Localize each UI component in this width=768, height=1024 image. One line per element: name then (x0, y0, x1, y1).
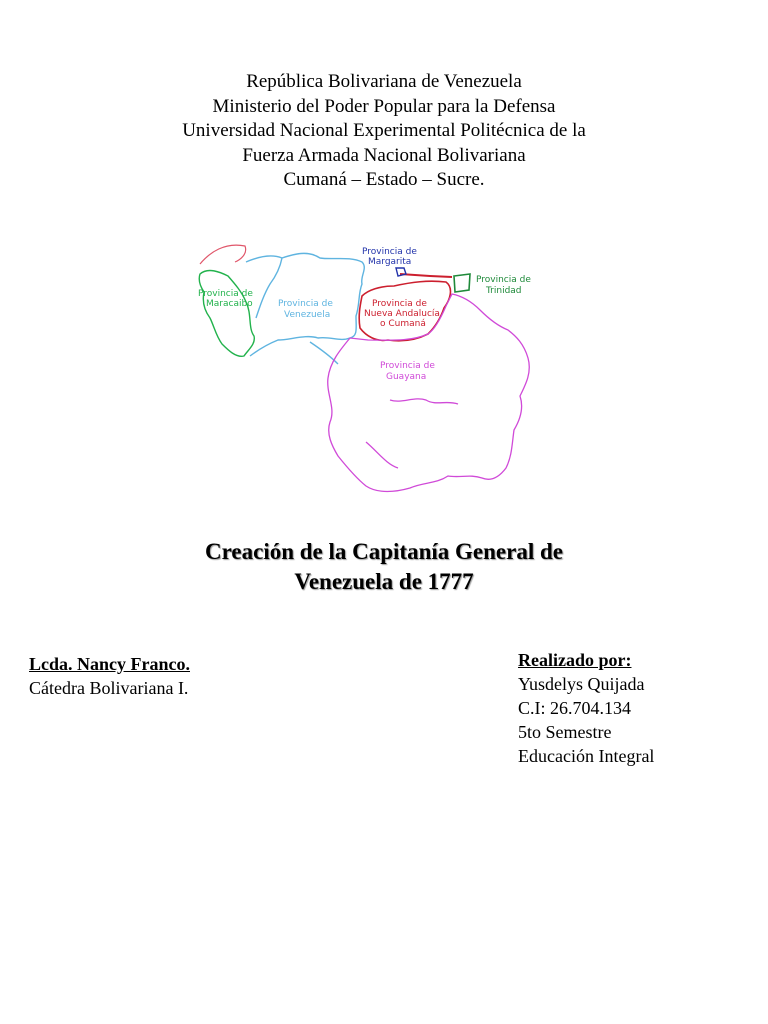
map-coast-north (400, 274, 452, 277)
author-name: Yusdelys Quijada (518, 674, 645, 694)
map-label-margarita-1: Provincia de (362, 247, 417, 257)
author-block (518, 648, 654, 768)
title-line-2: Venezuela de 1777 (294, 569, 474, 594)
map-label-cumana-3: o Cumaná (380, 319, 426, 329)
header-line-location: Cumaná – Estado – Sucre. (283, 169, 485, 190)
map-label-maracaibo-2: Maracaibo (206, 299, 253, 309)
map-label-guayana-1: Provincia de (380, 361, 435, 371)
title-line-1: Creación de la Capitanía General de (205, 539, 563, 564)
map-label-trinidad-2: Trinidad (486, 286, 522, 296)
header-line-armed-forces: Fuerza Armada Nacional Bolivariana (242, 144, 526, 166)
document-title (0, 537, 768, 597)
provinces-map (190, 232, 550, 502)
header-line-university: Universidad Nacional Experimental Politécnica de la (182, 120, 586, 141)
institution-header (0, 70, 768, 193)
map-province-margarita (396, 268, 406, 276)
map-label-trinidad-1: Provincia de (476, 275, 531, 285)
author-semester: 5to Semestre (518, 722, 612, 742)
map-province-trinidad (454, 274, 470, 292)
map-coast-northwest (200, 245, 246, 264)
header-line-ministry: Ministerio del Poder Popular para la Defensa (212, 95, 556, 117)
header-line-republic: República Bolivariana de Venezuela (246, 71, 522, 92)
teacher-name: Lcda. Nancy Franco. (29, 654, 190, 674)
author-heading: Realizado por: (518, 650, 632, 670)
map-province-guayana (328, 294, 530, 492)
author-ci: C.I: 26.704.134 (518, 698, 632, 718)
teacher-course: Cátedra Bolivariana I. (29, 678, 189, 698)
map-province-maracaibo (199, 270, 254, 356)
author-program: Educación Integral (518, 746, 655, 766)
map-label-maracaibo-1: Provincia de (198, 289, 253, 299)
map-label-venezuela-2: Venezuela (284, 310, 331, 320)
map-label-venezuela-1: Provincia de (278, 299, 333, 309)
map-label-cumana-2: Nueva Andalucía (364, 309, 440, 319)
map-label-margarita-2: Margarita (368, 257, 412, 267)
map-label-guayana-2: Guayana (386, 372, 427, 382)
map-label-cumana-1: Provincia de (372, 299, 427, 309)
teacher-block (29, 652, 190, 700)
